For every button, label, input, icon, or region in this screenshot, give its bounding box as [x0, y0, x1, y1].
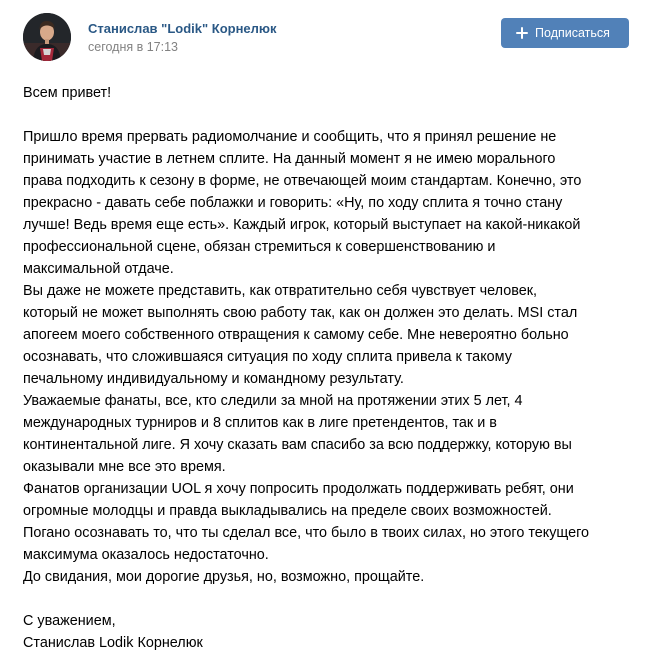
subscribe-button-label: Подписаться — [535, 26, 610, 40]
post-text-line: профессиональной сцене, обязан стремиться к совершенствованию и — [23, 239, 496, 255]
post-text-line: Уважаемые фанаты, все, кто следили за мной на протяжении этих 5 лет, 4 — [23, 393, 523, 409]
avatar-photo-icon — [23, 13, 71, 61]
post-text-line: международных турниров и 8 сплитов как в лиге претендентов, так и в — [23, 415, 497, 431]
post-text-line: принимать участие в летнем сплите. На данный момент я не имею морального — [23, 151, 556, 167]
post-text-line: печальному индивидуальному и командному результату. — [23, 371, 404, 387]
post-text-line: Вы даже не можете представить, как отвратительно себя чувствует человек, — [23, 283, 538, 299]
paragraph-gap — [23, 588, 623, 610]
post-text-line: прекрасно - давать себе поблажки и говорить: «Ну, по ходу сплита я точно стану — [23, 195, 563, 211]
post-text-line: огромные молодцы и правда выкладывались на пределе своих возможностей. — [23, 503, 552, 519]
post-text-line: максимума оказалось недостаточно. — [23, 547, 269, 563]
post-text-line: максимальной отдаче. — [23, 261, 174, 277]
post-text-line: Пришло время прервать радиомолчание и сообщить, что я принял решение не — [23, 129, 557, 145]
post-header — [23, 13, 635, 63]
post-text-line: апогеем моего собственного отвращения к самому себе. Мне невероятно больно — [23, 327, 569, 343]
post-author-link[interactable]: Станислав "Lodik" Корнелюк — [88, 21, 277, 36]
paragraph-gap — [23, 104, 623, 126]
post-text-line: Погано осознавать то, что ты сделал все, что было в твоих силах, но этого текущего — [23, 525, 590, 541]
post-text-line: лучше! Ведь время еще есть». Каждый игрок, который выступает на какой-никакой — [23, 217, 581, 233]
post-text-line: оказывали мне все это время. — [23, 459, 226, 475]
post-signature: Станислав Lodik Корнелюк — [23, 635, 203, 651]
post-text-line: права подходить к сезону в форме, не отвечающей моим стандартам. Конечно, это — [23, 173, 582, 189]
post-signoff: С уважением, — [23, 613, 116, 629]
post-greeting: Всем привет! — [23, 85, 112, 101]
avatar[interactable] — [23, 13, 71, 61]
post-text-line: До свидания, мои дорогие друзья, но, возможно, прощайте. — [23, 569, 425, 585]
subscribe-button[interactable] — [501, 18, 629, 48]
post-text-line: Фанатов организации UOL я хочу попросить продолжать поддерживать ребят, они — [23, 481, 574, 497]
post-date-link[interactable]: сегодня в 17:13 — [88, 40, 178, 54]
post-text-line: континентальной лиге. Я хочу сказать вам спасибо за всю поддержку, которую вы — [23, 437, 572, 453]
post-text — [23, 82, 623, 654]
plus-icon — [516, 27, 528, 39]
post-text-line: который не может выполнять свою работу так, как он должен это делать. MSI стал — [23, 305, 578, 321]
post-text-line: осознавать, что сложившаяся ситуация по ходу сплита привела к такому — [23, 349, 512, 365]
